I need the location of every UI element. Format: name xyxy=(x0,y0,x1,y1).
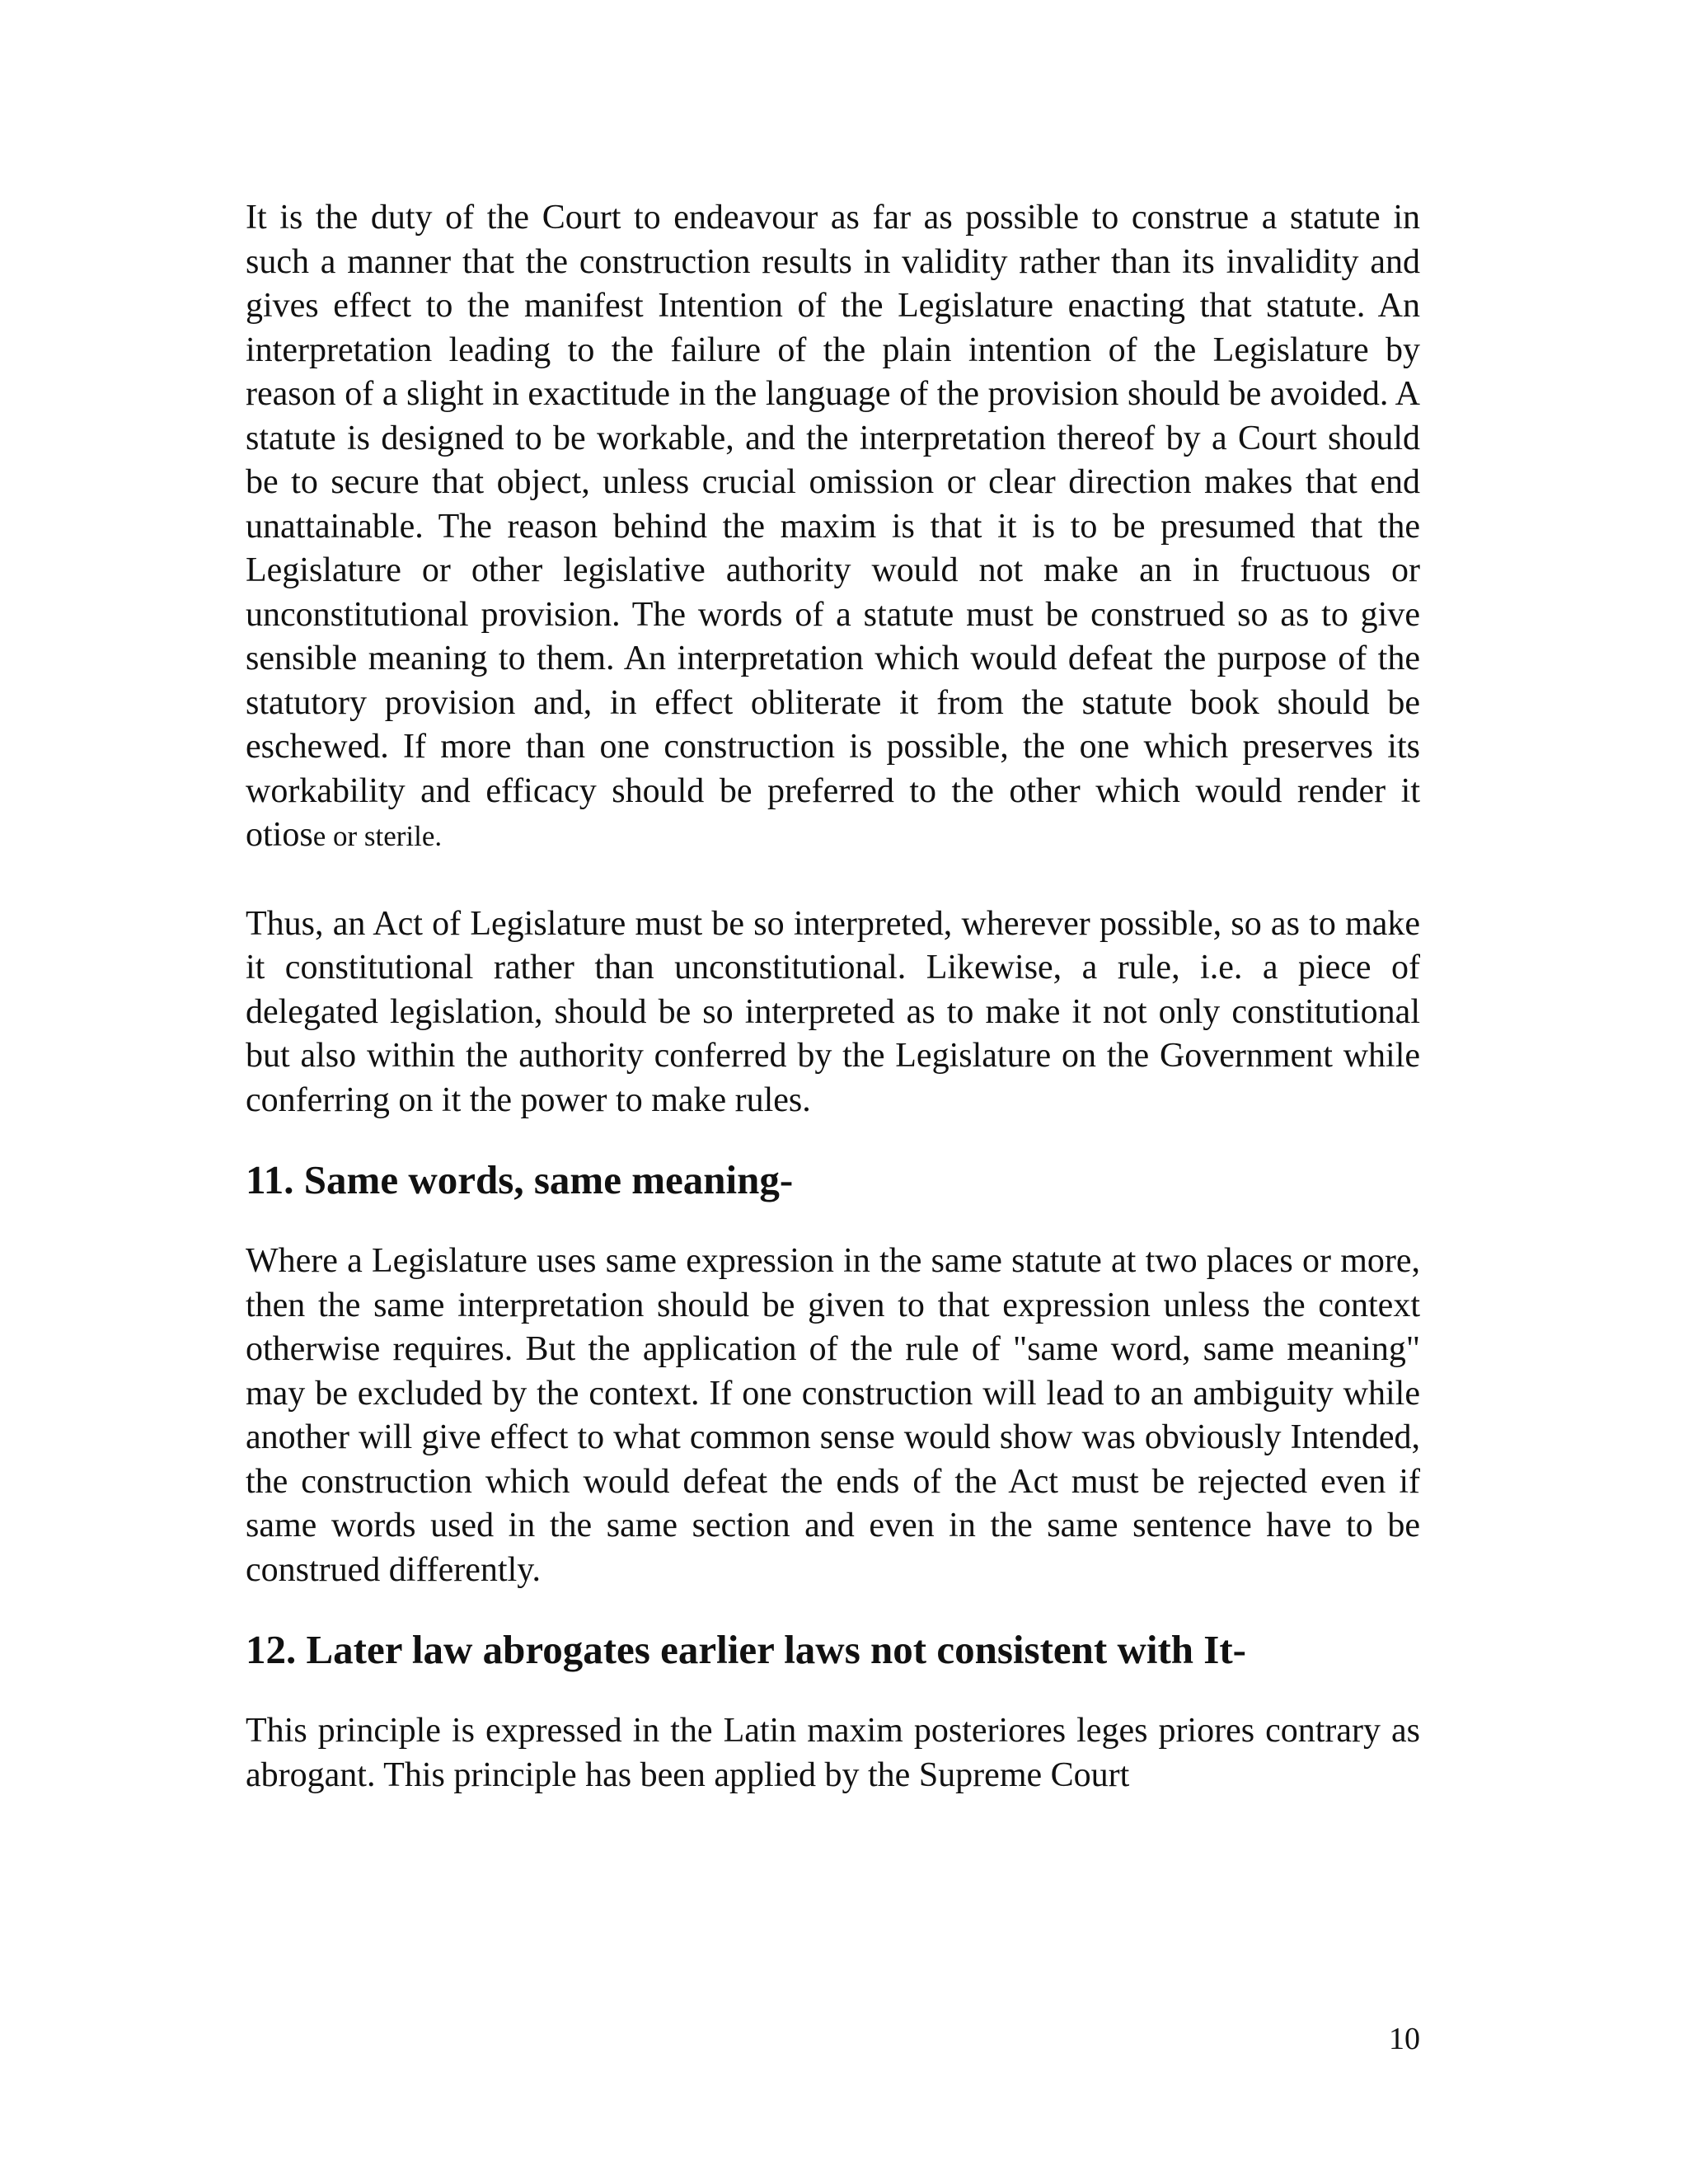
page-number: 10 xyxy=(1389,2022,1420,2056)
paragraph-court-duty-text: It is the duty of the Court to endeavour as far as possible to construe a statute in such a manner that the construction results in validity rather than its invalidity and gives effect to the manifest Intention of the Legislature enacting that statute. An interpretation leading to the failure of the plain intention of the Legislature by reason of a slight in exactitude in the language of the provision should be avoided. A statute is designed to be workable, and the interpretation thereof by a Court should be to secure that object, unless crucial omission or clear direction makes that end unattainable. The reason behind the maxim is that it is to be presumed that the Legislature or other legislative authority would not make an in fructuous or unconstitutional provision. The words of a statute must be construed so as to give sensible meaning to them. An interpretation which would defeat the purpose of the statutory provision and, in effect obliterate it from the statute book should be eschewed. If more than one construction is possible, the one which preserves its workability and efficacy should be preferred to the other which would render it otios xyxy=(246,199,1420,854)
paragraph-court-duty xyxy=(246,196,1420,859)
paragraph-later-law: This principle is expressed in the Latin maxim posteriores leges priores contrary as abrogant. This principle has been applied by the Supreme Court xyxy=(246,1712,1420,1794)
section-heading-11: 11. Same words, same meaning- xyxy=(246,1157,794,1202)
section-heading-12: 12. Later law abrogates earlier laws not consistent with It- xyxy=(246,1627,1246,1672)
paragraph-court-duty-tail: e or sterile. xyxy=(312,820,443,852)
page-content xyxy=(246,196,1420,1797)
paragraph-same-words: Where a Legislature uses same expression in the same statute at two places or more, then the same interpretation should be given to that expression unless the context otherwise requires. But the application of the rule of "same word, same meaning" may be excluded by the context. If one construction will lead to an ambiguity while another will give effect to what common sense would show was obviously Intended, the construction which would defeat the ends of the Act must be rejected even if same words used in the same section and even in the same sentence have to be construed differently. xyxy=(246,1242,1420,1589)
paragraph-constitutional-interpretation: Thus, an Act of Legislature must be so interpreted, wherever possible, so as to make it constitutional rather than unconstitutional. Likewise, a rule, i.e. a piece of delegated legislation, should be so interpreted as to make it not only constitutional but also within the authority conferred by the Legislature on the Government while conferring on it the power to make rules. xyxy=(246,904,1420,1119)
